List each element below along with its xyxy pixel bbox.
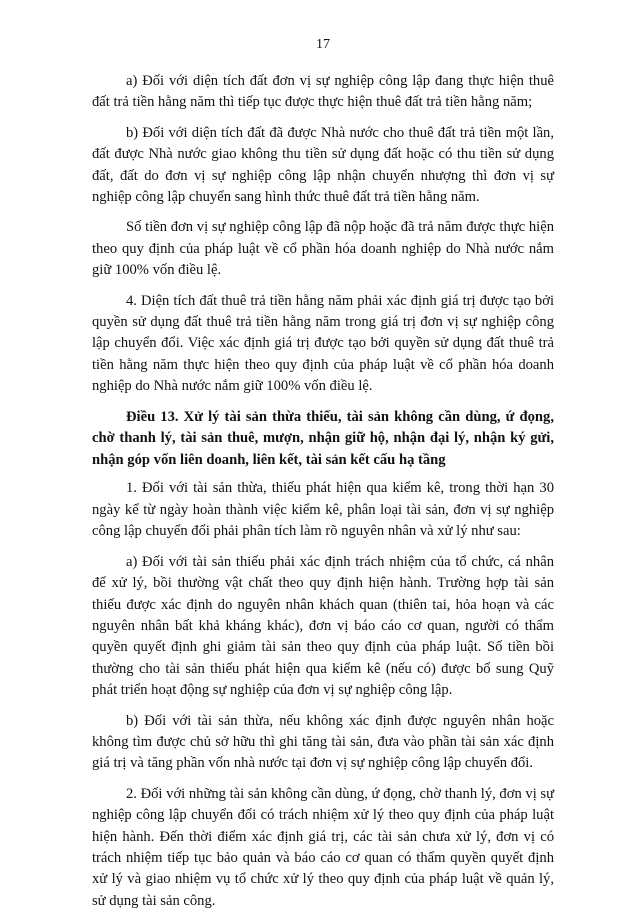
- article-13-heading: Điều 13. Xử lý tài sản thừa thiếu, tài sản không cần dùng, ứ đọng, chờ thanh lý, tài sản thuê, mượn, nhận giữ hộ, nhận đại lý, nhận ký gửi, nhận góp vốn liên doanh, liên kết, tài sản kết cấu hạ tầng: [92, 408, 554, 468]
- paragraph-paid-land-money: Số tiền đơn vị sự nghiệp công lập đã nộp hoặc đã trả năm được thực hiện theo quy định của pháp luật về cổ phần hóa doanh nghiệp do Nhà nước nắm giữ 100% vốn điều lệ.: [92, 219, 554, 279]
- paragraph-clause-1: 1. Đối với tài sản thừa, thiếu phát hiện qua kiểm kê, trong thời hạn 30 ngày kể từ ngày hoàn thành việc kiểm kê, phân loại tài sản, đơn vị sự nghiệp công lập chuyển đổi phải phân tích làm rõ nguyên nhân và xử lý như sau:: [92, 480, 554, 540]
- paragraph-b-switch-to-annual-rent: b) Đối với diện tích đất đã được Nhà nước cho thuê đất trả tiền một lần, đất được Nhà nước giao không thu tiền sử dụng đất hoặc có thu tiền sử dụng đất, đất do đơn vị sự nghiệp công lập nhận chuyển nhượng thì đơn vị sự nghiệp công lập chuyển sang hình thức thuê đất trả tiền hằng năm.: [92, 124, 554, 206]
- paragraph-a-annual-rent: a) Đối với diện tích đất đơn vị sự nghiệp công lập đang thực hiện thuê đất trả tiền hằng năm thì tiếp tục được thực hiện thuê đất trả tiền hằng năm;: [92, 73, 554, 111]
- page-number: 17: [316, 37, 330, 52]
- paragraph-clause-4: 4. Diện tích đất thuê trả tiền hằng năm phải xác định giá trị được tạo bởi quyền sử dụng đất thuê trả tiền hằng năm trong giá trị đơn vị sự nghiệp công lập chuyển đổi. Việc xác định giá trị được tạo bởi quyền sử dụng đất thuê trả tiền hằng năm thực hiện theo quy định của pháp luật về cổ phần hóa doanh nghiệp do Nhà nước nắm giữ 100% vốn điều lệ.: [92, 292, 554, 395]
- paragraph-1b-surplus-assets: b) Đối với tài sản thừa, nếu không xác định được nguyên nhân hoặc không tìm được chủ sở hữu thì ghi tăng tài sản, đưa vào phần tài sản xác định giá trị và tăng phần vốn nhà nước tại đơn vị sự nghiệp công lập chuyển đổi.: [92, 712, 554, 772]
- paragraph-clause-2: 2. Đối với những tài sản không cần dùng, ứ đọng, chờ thanh lý, đơn vị sự nghiệp công lập chuyển đổi có trách nhiệm xử lý theo quy định của pháp luật hiện hành. Đến thời điểm xác định giá trị, các tài sản chưa xử lý, đơn vị có trách nhiệm tiếp tục bảo quản và báo cáo cơ quan có thẩm quyền quyết định xử lý và giao nhiệm vụ tổ chức xử lý theo quy định của pháp luật về quản lý, sử dụng tài sản công.: [92, 785, 554, 909]
- paragraph-1a-missing-assets: a) Đối với tài sản thiếu phải xác định trách nhiệm của tổ chức, cá nhân để xử lý, bồi thường vật chất theo quy định hiện hành. Trường hợp tài sản thiếu được xác định do nguyên nhân khách quan (thiên tai, hỏa hoạn và các nguyên nhân bất khả kháng khác), đơn vị báo cáo cơ quan, người có thẩm quyền quyết định ghi giảm tài sản theo quy định của pháp luật. Số tiền bồi thường cho tài sản thiếu phát hiện qua kiểm kê (nếu có) được bổ sung Quỹ phát triển hoạt động sự nghiệp của đơn vị sự nghiệp công lập.: [92, 553, 554, 699]
